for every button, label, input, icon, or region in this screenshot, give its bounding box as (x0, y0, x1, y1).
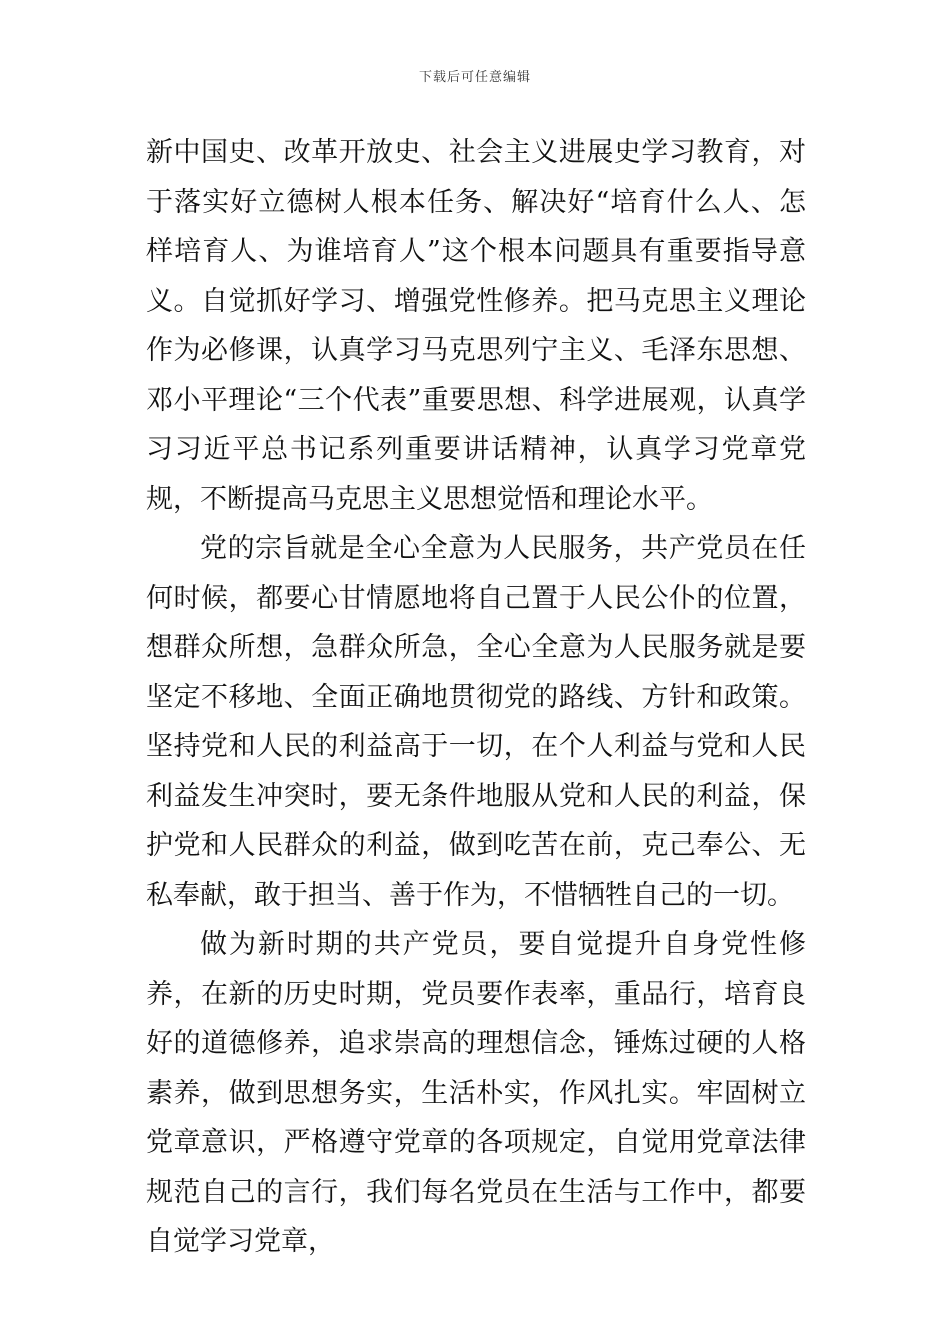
paragraph-2: 党的宗旨就是全心全意为人民服务，共产党员在任何时候，都要心甘情愿地将自己置于人民公仆的位置，想群众所想，急群众所急，全心全意为人民服务就是要坚定不移地、全面正确地贯彻党的路线、方针和政策。坚持党和人民的利益高于一切，在个人利益与党和人民利益发生冲突时，要无条件地服从党和人民的利益，保护党和人民群众的利益，做到吃苦在前，克己奉公、无私奉献，敢于担当、善于作为，不惜牺牲自己的一切。 (146, 533, 806, 911)
paragraph-3: 做为新时期的共产党员，要自觉提升自身党性修养，在新的历史时期，党员要作表率，重品行，培育良好的道德修养，追求崇高的理想信念，锤炼过硬的人格素养，做到思想务实，生活朴实，作风扎实。牢固树立党章意识，严格遵守党章的各项规定，自觉用党章法律规范自己的言行，我们每名党员在生活与工作中，都要自觉学习党章， (146, 929, 806, 1257)
page-header: 下载后可任意编辑 (418, 70, 531, 85)
document-body (146, 128, 806, 1267)
paragraph-1: 新中国史、改革开放史、社会主义进展史学习教育，对于落实好立德树人根本任务、解决好“培育什么人、怎样培育人、为谁培育人”这个根本问题具有重要指导意义。自觉抓好学习、增强党性修养。把马克思主义理论作为必修课，认真学习马克思列宁主义、毛泽东思想、邓小平理论“三个代表”重要思想、科学进展观，认真学习习近平总书记系列重要讲话精神，认真学习党章党规，不断提高马克思主义思想觉悟和理论水平。 (146, 137, 806, 515)
